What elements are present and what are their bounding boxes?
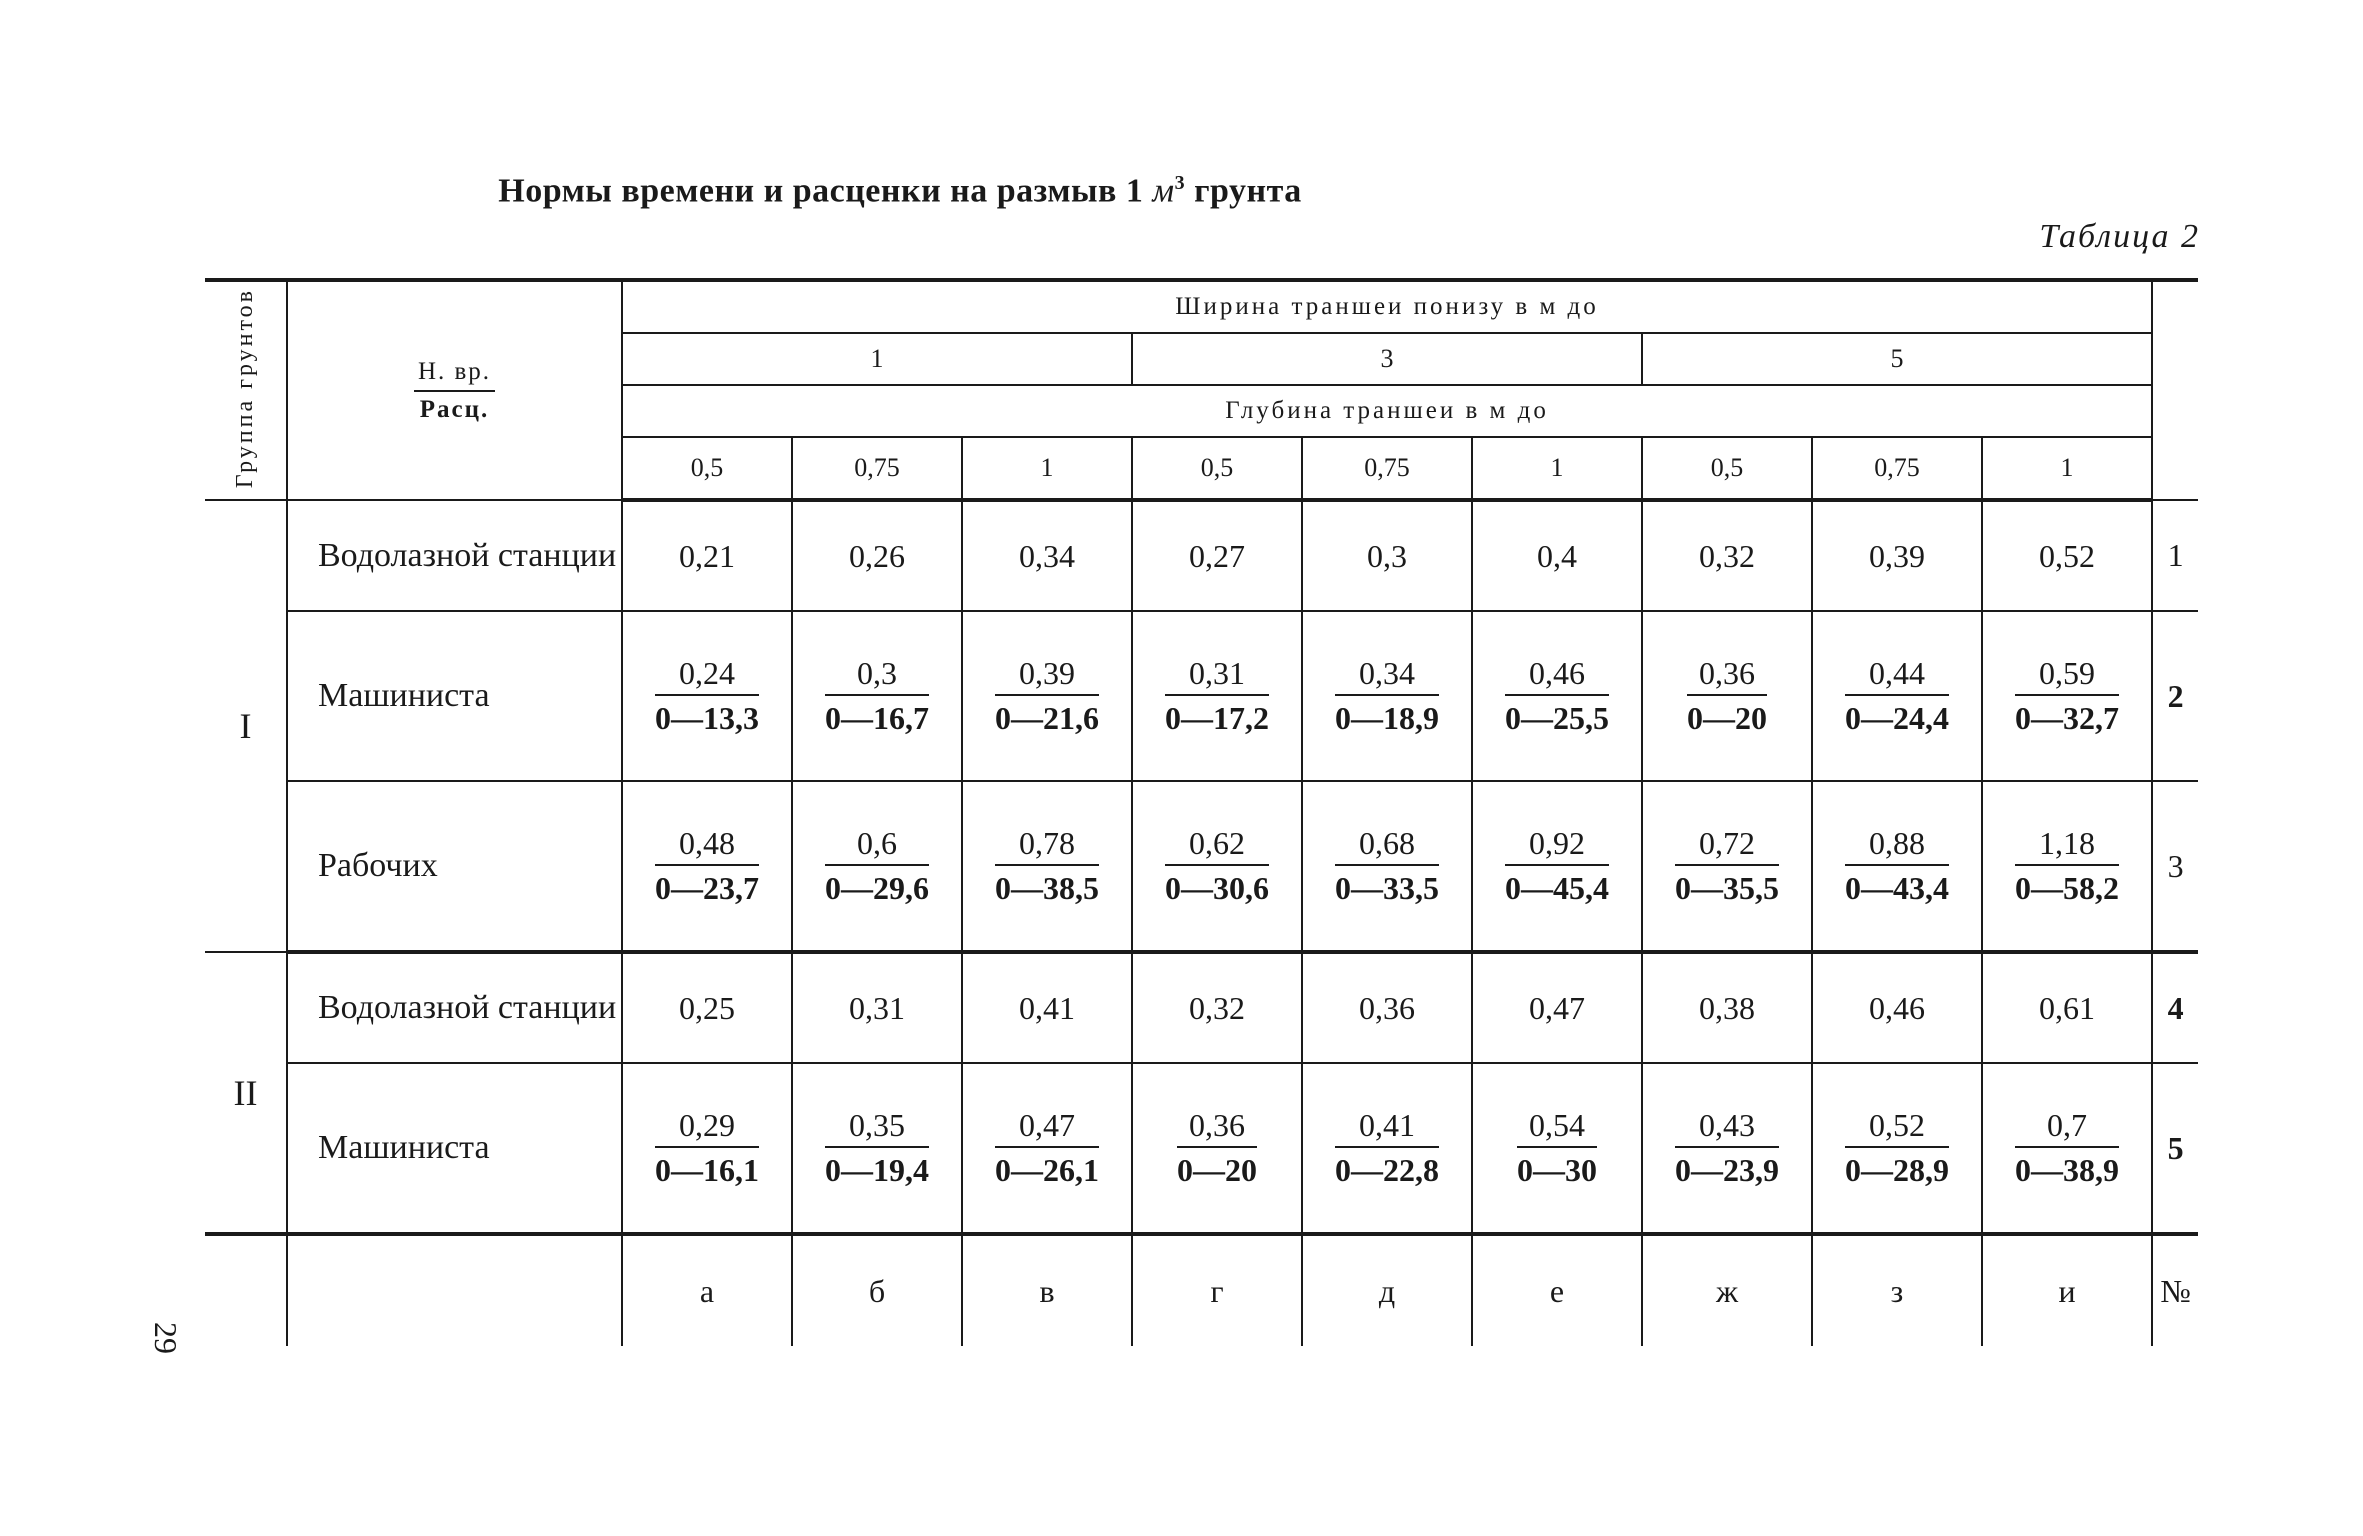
value-cell — [792, 1063, 962, 1234]
norm-label: Н. вр. — [414, 358, 495, 392]
norm-value: 0,52 — [1845, 1107, 1949, 1148]
depth-cell: 1 — [962, 437, 1132, 500]
norm-value: 0,72 — [1675, 825, 1779, 866]
row-number: 3 — [2152, 781, 2198, 952]
norm-value: 0,43 — [1675, 1107, 1779, 1148]
column-letter: в — [962, 1234, 1132, 1346]
table-row — [205, 500, 2198, 611]
rate-label: Расц. — [419, 395, 490, 423]
norm-rate-header-cell — [287, 280, 622, 500]
value-cell — [1302, 781, 1472, 952]
norm-value: 0,92 — [1505, 825, 1609, 866]
value-cell — [962, 1063, 1132, 1234]
rate-value: 0—32,7 — [2015, 700, 2120, 736]
column-letter: ж — [1642, 1234, 1812, 1346]
depth-cell: 1 — [1472, 437, 1642, 500]
value-cell — [962, 611, 1132, 781]
depth-header: Глубина траншеи в м до — [622, 385, 2152, 437]
value-cell — [622, 611, 792, 781]
value-cell — [1982, 1063, 2152, 1234]
group-label: I — [205, 500, 287, 952]
norm-value: 0,47 — [995, 1107, 1099, 1148]
value-cell — [1812, 1063, 1982, 1234]
value-cell — [1982, 781, 2152, 952]
value-cell — [1642, 781, 1812, 952]
rate-value: 0—18,9 — [1335, 700, 1439, 736]
rate-value: 0—28,9 — [1845, 1152, 1949, 1188]
depth-cell: 0,75 — [792, 437, 962, 500]
rate-value: 0—38,9 — [2015, 1152, 2120, 1188]
group-header: Группа грунтов — [231, 287, 258, 489]
table-row — [205, 781, 2198, 952]
rate-value: 0—43,4 — [1845, 870, 1949, 906]
rownum-header-empty — [2152, 280, 2198, 500]
norm-value: 0,68 — [1335, 825, 1439, 866]
value-cell: 0,36 — [1302, 952, 1472, 1063]
role-label: Водолазной станции — [287, 952, 622, 1063]
value-cell: 0,32 — [1132, 952, 1302, 1063]
group-header-cell — [205, 280, 287, 500]
value-cell — [792, 611, 962, 781]
table-footer-row — [205, 1234, 2198, 1346]
value-cell: 0,3 — [1302, 500, 1472, 611]
norm-value: 0,54 — [1517, 1107, 1597, 1148]
rate-value: 0—30,6 — [1165, 870, 1269, 906]
value-cell — [1302, 611, 1472, 781]
column-letter: б — [792, 1234, 962, 1346]
norm-value: 0,31 — [1165, 655, 1269, 696]
value-cell — [1472, 1063, 1642, 1234]
value-cell — [1132, 611, 1302, 781]
depth-cell: 0,5 — [1642, 437, 1812, 500]
value-cell — [1132, 1063, 1302, 1234]
column-letter: е — [1472, 1234, 1642, 1346]
value-cell: 0,27 — [1132, 500, 1302, 611]
rate-value: 0—30 — [1517, 1152, 1597, 1188]
value-cell — [1812, 781, 1982, 952]
norm-value: 0,6 — [825, 825, 929, 866]
value-cell — [622, 1063, 792, 1234]
column-letter: з — [1812, 1234, 1982, 1346]
norm-value: 0,29 — [655, 1107, 759, 1148]
value-cell: 0,46 — [1812, 952, 1982, 1063]
rate-value: 0—35,5 — [1675, 870, 1779, 906]
footer-empty — [287, 1234, 622, 1346]
depth-cell: 0,75 — [1812, 437, 1982, 500]
norm-value: 0,41 — [1335, 1107, 1439, 1148]
norm-value: 0,59 — [2015, 655, 2119, 696]
rate-value: 0—16,1 — [655, 1152, 759, 1188]
value-cell — [1812, 611, 1982, 781]
role-label: Машиниста — [287, 611, 622, 781]
rate-value: 0—20 — [1177, 1152, 1257, 1188]
value-cell — [1642, 611, 1812, 781]
value-cell: 0,4 — [1472, 500, 1642, 611]
rate-value: 0—13,3 — [655, 700, 759, 736]
norms-table — [205, 278, 2198, 1346]
rate-value: 0—33,5 — [1335, 870, 1439, 906]
width-1: 1 — [622, 333, 1132, 385]
rate-value: 0—38,5 — [995, 870, 1099, 906]
page-number: 29 — [148, 1322, 184, 1354]
norm-value: 0,36 — [1177, 1107, 1257, 1148]
group-label: II — [205, 952, 287, 1234]
value-cell: 0,61 — [1982, 952, 2152, 1063]
role-label: Машиниста — [287, 1063, 622, 1234]
table-row — [205, 952, 2198, 1063]
rate-value: 0—29,6 — [825, 870, 929, 906]
norm-value: 0,7 — [2015, 1107, 2119, 1148]
value-cell — [1472, 611, 1642, 781]
value-cell — [792, 781, 962, 952]
rate-value: 0—17,2 — [1165, 700, 1269, 736]
rate-value: 0—19,4 — [825, 1152, 929, 1188]
number-sign: № — [2152, 1234, 2198, 1346]
norm-value: 0,78 — [995, 825, 1099, 866]
width-3: 3 — [1132, 333, 1642, 385]
value-cell: 0,26 — [792, 500, 962, 611]
value-cell: 0,21 — [622, 500, 792, 611]
norm-value: 1,18 — [2015, 825, 2119, 866]
value-cell: 0,38 — [1642, 952, 1812, 1063]
width-5: 5 — [1642, 333, 2152, 385]
column-letter: г — [1132, 1234, 1302, 1346]
row-number: 4 — [2152, 952, 2198, 1063]
value-cell: 0,52 — [1982, 500, 2152, 611]
row-number: 5 — [2152, 1063, 2198, 1234]
norm-value: 0,36 — [1687, 655, 1767, 696]
row-number: 2 — [2152, 611, 2198, 781]
table-row — [205, 1063, 2198, 1234]
value-cell: 0,47 — [1472, 952, 1642, 1063]
value-cell — [962, 781, 1132, 952]
value-cell: 0,39 — [1812, 500, 1982, 611]
role-label: Рабочих — [287, 781, 622, 952]
page-title — [0, 172, 1800, 210]
rate-value: 0—20 — [1687, 700, 1767, 736]
rate-value: 0—24,4 — [1845, 700, 1949, 736]
norm-value: 0,46 — [1505, 655, 1609, 696]
norm-value: 0,44 — [1845, 655, 1949, 696]
norm-value: 0,62 — [1165, 825, 1269, 866]
title-unit: м — [1152, 172, 1175, 210]
column-letter: д — [1302, 1234, 1472, 1346]
value-cell — [1642, 1063, 1812, 1234]
column-letter: и — [1982, 1234, 2152, 1346]
norm-value: 0,3 — [825, 655, 929, 696]
depth-cell: 0,5 — [1132, 437, 1302, 500]
rate-value: 0—21,6 — [995, 700, 1099, 736]
norm-value: 0,39 — [995, 655, 1099, 696]
depth-cell: 0,5 — [622, 437, 792, 500]
value-cell — [1982, 611, 2152, 781]
value-cell: 0,34 — [962, 500, 1132, 611]
title-sup: 3 — [1174, 172, 1186, 194]
table-row — [205, 611, 2198, 781]
depth-cell: 1 — [1982, 437, 2152, 500]
footer-empty — [205, 1234, 287, 1346]
value-cell: 0,25 — [622, 952, 792, 1063]
norm-rate-header — [414, 358, 495, 424]
depth-cell: 0,75 — [1302, 437, 1472, 500]
rate-value: 0—26,1 — [995, 1152, 1099, 1188]
rate-value: 0—25,5 — [1505, 700, 1609, 736]
rate-value: 0—58,2 — [2015, 870, 2120, 906]
width-header: Ширина траншеи понизу в м до — [622, 280, 2152, 333]
rate-value: 0—16,7 — [825, 700, 929, 736]
norm-value: 0,35 — [825, 1107, 929, 1148]
rate-value: 0—22,8 — [1335, 1152, 1439, 1188]
row-number: 1 — [2152, 500, 2198, 611]
value-cell: 0,31 — [792, 952, 962, 1063]
value-cell — [1472, 781, 1642, 952]
value-cell — [1132, 781, 1302, 952]
title-suffix: грунта — [1194, 172, 1302, 210]
title-prefix: Нормы времени и расценки на размыв 1 — [498, 172, 1144, 210]
value-cell — [622, 781, 792, 952]
norm-value: 0,24 — [655, 655, 759, 696]
value-cell — [1302, 1063, 1472, 1234]
table-label: Таблица 2 — [2039, 218, 2200, 255]
value-cell: 0,32 — [1642, 500, 1812, 611]
column-letter: а — [622, 1234, 792, 1346]
norm-value: 0,48 — [655, 825, 759, 866]
role-label: Водолазной станции — [287, 500, 622, 611]
rate-value: 0—45,4 — [1505, 870, 1609, 906]
value-cell: 0,41 — [962, 952, 1132, 1063]
norm-value: 0,34 — [1335, 655, 1439, 696]
rate-value: 0—23,7 — [655, 870, 759, 906]
rate-value: 0—23,9 — [1675, 1152, 1779, 1188]
norm-value: 0,88 — [1845, 825, 1949, 866]
